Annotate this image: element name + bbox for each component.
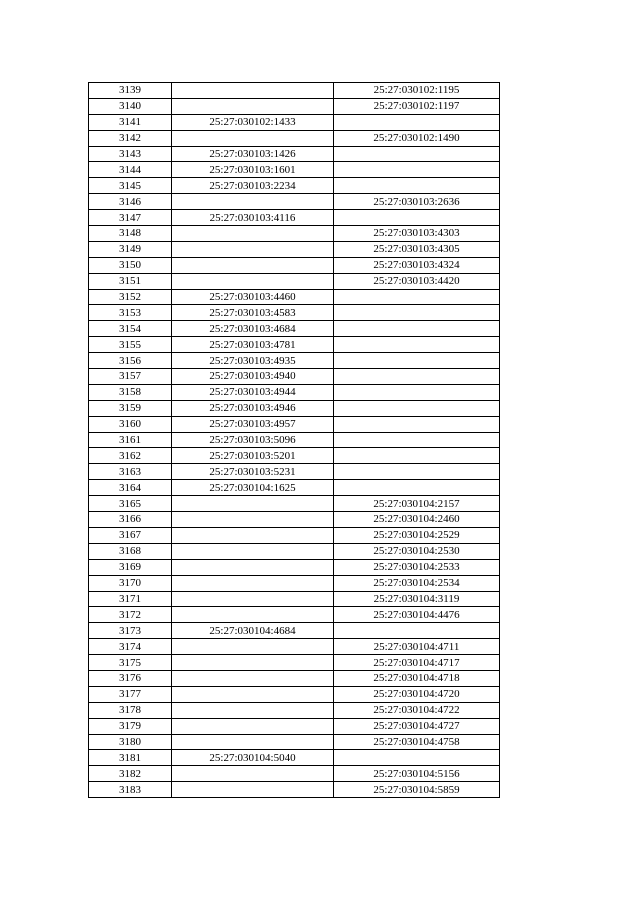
table-row — [89, 750, 500, 766]
cadastral-number-cell-a — [172, 241, 334, 257]
cadastral-number-cell-a: 25:27:030102:1433 — [172, 114, 334, 130]
row-number-cell: 3146 — [89, 194, 172, 210]
cadastral-number-cell-a: 25:27:030103:4460 — [172, 289, 334, 305]
table-row — [89, 559, 500, 575]
cadastral-number-cell-b — [334, 369, 500, 385]
row-number-cell: 3163 — [89, 464, 172, 480]
cadastral-number-cell-a: 25:27:030104:4684 — [172, 623, 334, 639]
cadastral-number-cell-b — [334, 289, 500, 305]
cadastral-number-cell-a: 25:27:030103:4935 — [172, 353, 334, 369]
cadastral-number-cell-a: 25:27:030103:4957 — [172, 416, 334, 432]
cadastral-number-cell-a — [172, 766, 334, 782]
cadastral-number-cell-a — [172, 257, 334, 273]
cadastral-number-cell-b — [334, 400, 500, 416]
row-number-cell: 3179 — [89, 718, 172, 734]
row-number-cell: 3141 — [89, 114, 172, 130]
row-number-cell: 3181 — [89, 750, 172, 766]
table-row — [89, 575, 500, 591]
cadastral-number-cell-b — [334, 353, 500, 369]
cadastral-number-cell-a: 25:27:030103:1426 — [172, 146, 334, 162]
table-row — [89, 353, 500, 369]
cadastral-number-cell-a: 25:27:030104:5040 — [172, 750, 334, 766]
cadastral-number-cell-b: 25:27:030103:4305 — [334, 241, 500, 257]
cadastral-number-cell-b: 25:27:030104:2534 — [334, 575, 500, 591]
cadastral-number-cell-a: 25:27:030103:4946 — [172, 400, 334, 416]
cadastral-number-cell-b: 25:27:030104:2157 — [334, 496, 500, 512]
table-row — [89, 766, 500, 782]
cadastral-number-cell-b — [334, 146, 500, 162]
cadastral-number-cell-b: 25:27:030104:4720 — [334, 686, 500, 702]
row-number-cell: 3175 — [89, 655, 172, 671]
cadastral-number-cell-a — [172, 686, 334, 702]
row-number-cell: 3162 — [89, 448, 172, 464]
cadastral-number-cell-b: 25:27:030103:4324 — [334, 257, 500, 273]
cadastral-number-cell-a — [172, 782, 334, 798]
cadastral-number-cell-b: 25:27:030104:5859 — [334, 782, 500, 798]
table-row — [89, 432, 500, 448]
table-row — [89, 83, 500, 99]
row-number-cell: 3151 — [89, 273, 172, 289]
cadastral-number-cell-b — [334, 210, 500, 226]
table-row — [89, 670, 500, 686]
cadastral-number-cell-b — [334, 623, 500, 639]
table-row — [89, 448, 500, 464]
cadastral-number-cell-b — [334, 384, 500, 400]
cadastral-number-cell-b: 25:27:030104:2533 — [334, 559, 500, 575]
cadastral-number-cell-b: 25:27:030104:4711 — [334, 639, 500, 655]
table-row — [89, 384, 500, 400]
cadastral-number-cell-b: 25:27:030104:5156 — [334, 766, 500, 782]
cadastral-number-cell-b — [334, 750, 500, 766]
cadastral-number-cell-b — [334, 416, 500, 432]
cadastral-number-cell-a — [172, 543, 334, 559]
row-number-cell: 3173 — [89, 623, 172, 639]
table-row — [89, 527, 500, 543]
table-row — [89, 321, 500, 337]
cadastral-number-cell-a — [172, 98, 334, 114]
row-number-cell: 3178 — [89, 702, 172, 718]
table-row — [89, 686, 500, 702]
table-row — [89, 178, 500, 194]
cadastral-number-cell-a: 25:27:030103:1601 — [172, 162, 334, 178]
cadastral-number-table — [88, 82, 500, 798]
cadastral-number-cell-b: 25:27:030103:4420 — [334, 273, 500, 289]
table-row — [89, 241, 500, 257]
row-number-cell: 3161 — [89, 432, 172, 448]
table-row — [89, 146, 500, 162]
table-row — [89, 369, 500, 385]
table-row — [89, 305, 500, 321]
cadastral-number-cell-b — [334, 480, 500, 496]
cadastral-number-cell-b — [334, 305, 500, 321]
cadastral-number-cell-b: 25:27:030104:3119 — [334, 591, 500, 607]
table-row — [89, 337, 500, 353]
row-number-cell: 3176 — [89, 670, 172, 686]
table-row — [89, 257, 500, 273]
table-row — [89, 226, 500, 242]
row-number-cell: 3166 — [89, 512, 172, 528]
row-number-cell: 3165 — [89, 496, 172, 512]
table-row — [89, 98, 500, 114]
table-row — [89, 655, 500, 671]
cadastral-number-cell-b: 25:27:030104:4722 — [334, 702, 500, 718]
row-number-cell: 3152 — [89, 289, 172, 305]
row-number-cell: 3159 — [89, 400, 172, 416]
table-row — [89, 416, 500, 432]
table-row — [89, 512, 500, 528]
row-number-cell: 3149 — [89, 241, 172, 257]
table-row — [89, 543, 500, 559]
cadastral-number-cell-b — [334, 432, 500, 448]
row-number-cell: 3177 — [89, 686, 172, 702]
cadastral-number-cell-a — [172, 83, 334, 99]
cadastral-number-cell-b — [334, 162, 500, 178]
row-number-cell: 3156 — [89, 353, 172, 369]
cadastral-number-cell-a — [172, 655, 334, 671]
cadastral-number-cell-b: 25:27:030104:4718 — [334, 670, 500, 686]
cadastral-number-cell-b: 25:27:030104:4758 — [334, 734, 500, 750]
row-number-cell: 3143 — [89, 146, 172, 162]
table-row — [89, 162, 500, 178]
row-number-cell: 3157 — [89, 369, 172, 385]
cadastral-number-cell-a: 25:27:030103:4781 — [172, 337, 334, 353]
table-row — [89, 623, 500, 639]
row-number-cell: 3168 — [89, 543, 172, 559]
table-row — [89, 114, 500, 130]
row-number-cell: 3174 — [89, 639, 172, 655]
table-row — [89, 734, 500, 750]
row-number-cell: 3150 — [89, 257, 172, 273]
cadastral-number-cell-b: 25:27:030104:4476 — [334, 607, 500, 623]
cadastral-number-cell-a — [172, 130, 334, 146]
cadastral-number-cell-a — [172, 718, 334, 734]
cadastral-number-cell-b: 25:27:030102:1490 — [334, 130, 500, 146]
cadastral-number-cell-b — [334, 178, 500, 194]
cadastral-number-cell-a: 25:27:030103:4116 — [172, 210, 334, 226]
cadastral-number-cell-b — [334, 321, 500, 337]
table-row — [89, 273, 500, 289]
cadastral-number-cell-a: 25:27:030103:4583 — [172, 305, 334, 321]
row-number-cell: 3169 — [89, 559, 172, 575]
cadastral-number-cell-a — [172, 527, 334, 543]
cadastral-number-cell-a — [172, 496, 334, 512]
row-number-cell: 3155 — [89, 337, 172, 353]
cadastral-number-cell-b — [334, 448, 500, 464]
table-row — [89, 496, 500, 512]
cadastral-number-cell-a: 25:27:030103:2234 — [172, 178, 334, 194]
cadastral-number-cell-a: 25:27:030103:4940 — [172, 369, 334, 385]
cadastral-number-cell-a — [172, 702, 334, 718]
cadastral-number-cell-a: 25:27:030103:5201 — [172, 448, 334, 464]
cadastral-number-cell-a: 25:27:030103:5096 — [172, 432, 334, 448]
cadastral-number-cell-b: 25:27:030104:2460 — [334, 512, 500, 528]
cadastral-number-cell-a — [172, 591, 334, 607]
row-number-cell: 3144 — [89, 162, 172, 178]
table-body — [89, 83, 500, 798]
row-number-cell: 3142 — [89, 130, 172, 146]
row-number-cell: 3139 — [89, 83, 172, 99]
row-number-cell: 3170 — [89, 575, 172, 591]
cadastral-number-cell-a: 25:27:030103:4944 — [172, 384, 334, 400]
table-row — [89, 782, 500, 798]
cadastral-number-cell-a — [172, 512, 334, 528]
cadastral-number-cell-a — [172, 607, 334, 623]
row-number-cell: 3164 — [89, 480, 172, 496]
cadastral-number-cell-a: 25:27:030103:4684 — [172, 321, 334, 337]
row-number-cell: 3183 — [89, 782, 172, 798]
row-number-cell: 3148 — [89, 226, 172, 242]
table-row — [89, 289, 500, 305]
cadastral-number-cell-b — [334, 464, 500, 480]
cadastral-number-cell-a — [172, 639, 334, 655]
cadastral-number-cell-b: 25:27:030103:4303 — [334, 226, 500, 242]
cadastral-number-cell-b — [334, 114, 500, 130]
table-row — [89, 702, 500, 718]
row-number-cell: 3182 — [89, 766, 172, 782]
cadastral-number-cell-a — [172, 194, 334, 210]
cadastral-number-cell-b: 25:27:030102:1197 — [334, 98, 500, 114]
table-row — [89, 464, 500, 480]
row-number-cell: 3147 — [89, 210, 172, 226]
table-row — [89, 194, 500, 210]
table-row — [89, 480, 500, 496]
row-number-cell: 3145 — [89, 178, 172, 194]
row-number-cell: 3154 — [89, 321, 172, 337]
cadastral-number-cell-b: 25:27:030103:2636 — [334, 194, 500, 210]
table-row — [89, 400, 500, 416]
cadastral-number-cell-b: 25:27:030104:2529 — [334, 527, 500, 543]
cadastral-number-cell-b: 25:27:030102:1195 — [334, 83, 500, 99]
cadastral-number-cell-b: 25:27:030104:4717 — [334, 655, 500, 671]
cadastral-number-cell-b: 25:27:030104:2530 — [334, 543, 500, 559]
cadastral-number-cell-a — [172, 226, 334, 242]
row-number-cell: 3153 — [89, 305, 172, 321]
table-row — [89, 130, 500, 146]
row-number-cell: 3158 — [89, 384, 172, 400]
row-number-cell: 3180 — [89, 734, 172, 750]
table-row — [89, 210, 500, 226]
row-number-cell: 3172 — [89, 607, 172, 623]
cadastral-number-cell-b — [334, 337, 500, 353]
table-row — [89, 718, 500, 734]
cadastral-number-cell-b: 25:27:030104:4727 — [334, 718, 500, 734]
cadastral-number-cell-a — [172, 575, 334, 591]
row-number-cell: 3160 — [89, 416, 172, 432]
cadastral-number-cell-a — [172, 734, 334, 750]
cadastral-number-cell-a — [172, 559, 334, 575]
row-number-cell: 3167 — [89, 527, 172, 543]
row-number-cell: 3171 — [89, 591, 172, 607]
cadastral-number-cell-a — [172, 273, 334, 289]
table-row — [89, 607, 500, 623]
table-row — [89, 639, 500, 655]
row-number-cell: 3140 — [89, 98, 172, 114]
table-row — [89, 591, 500, 607]
cadastral-number-cell-a: 25:27:030104:1625 — [172, 480, 334, 496]
cadastral-number-cell-a: 25:27:030103:5231 — [172, 464, 334, 480]
cadastral-number-cell-a — [172, 670, 334, 686]
